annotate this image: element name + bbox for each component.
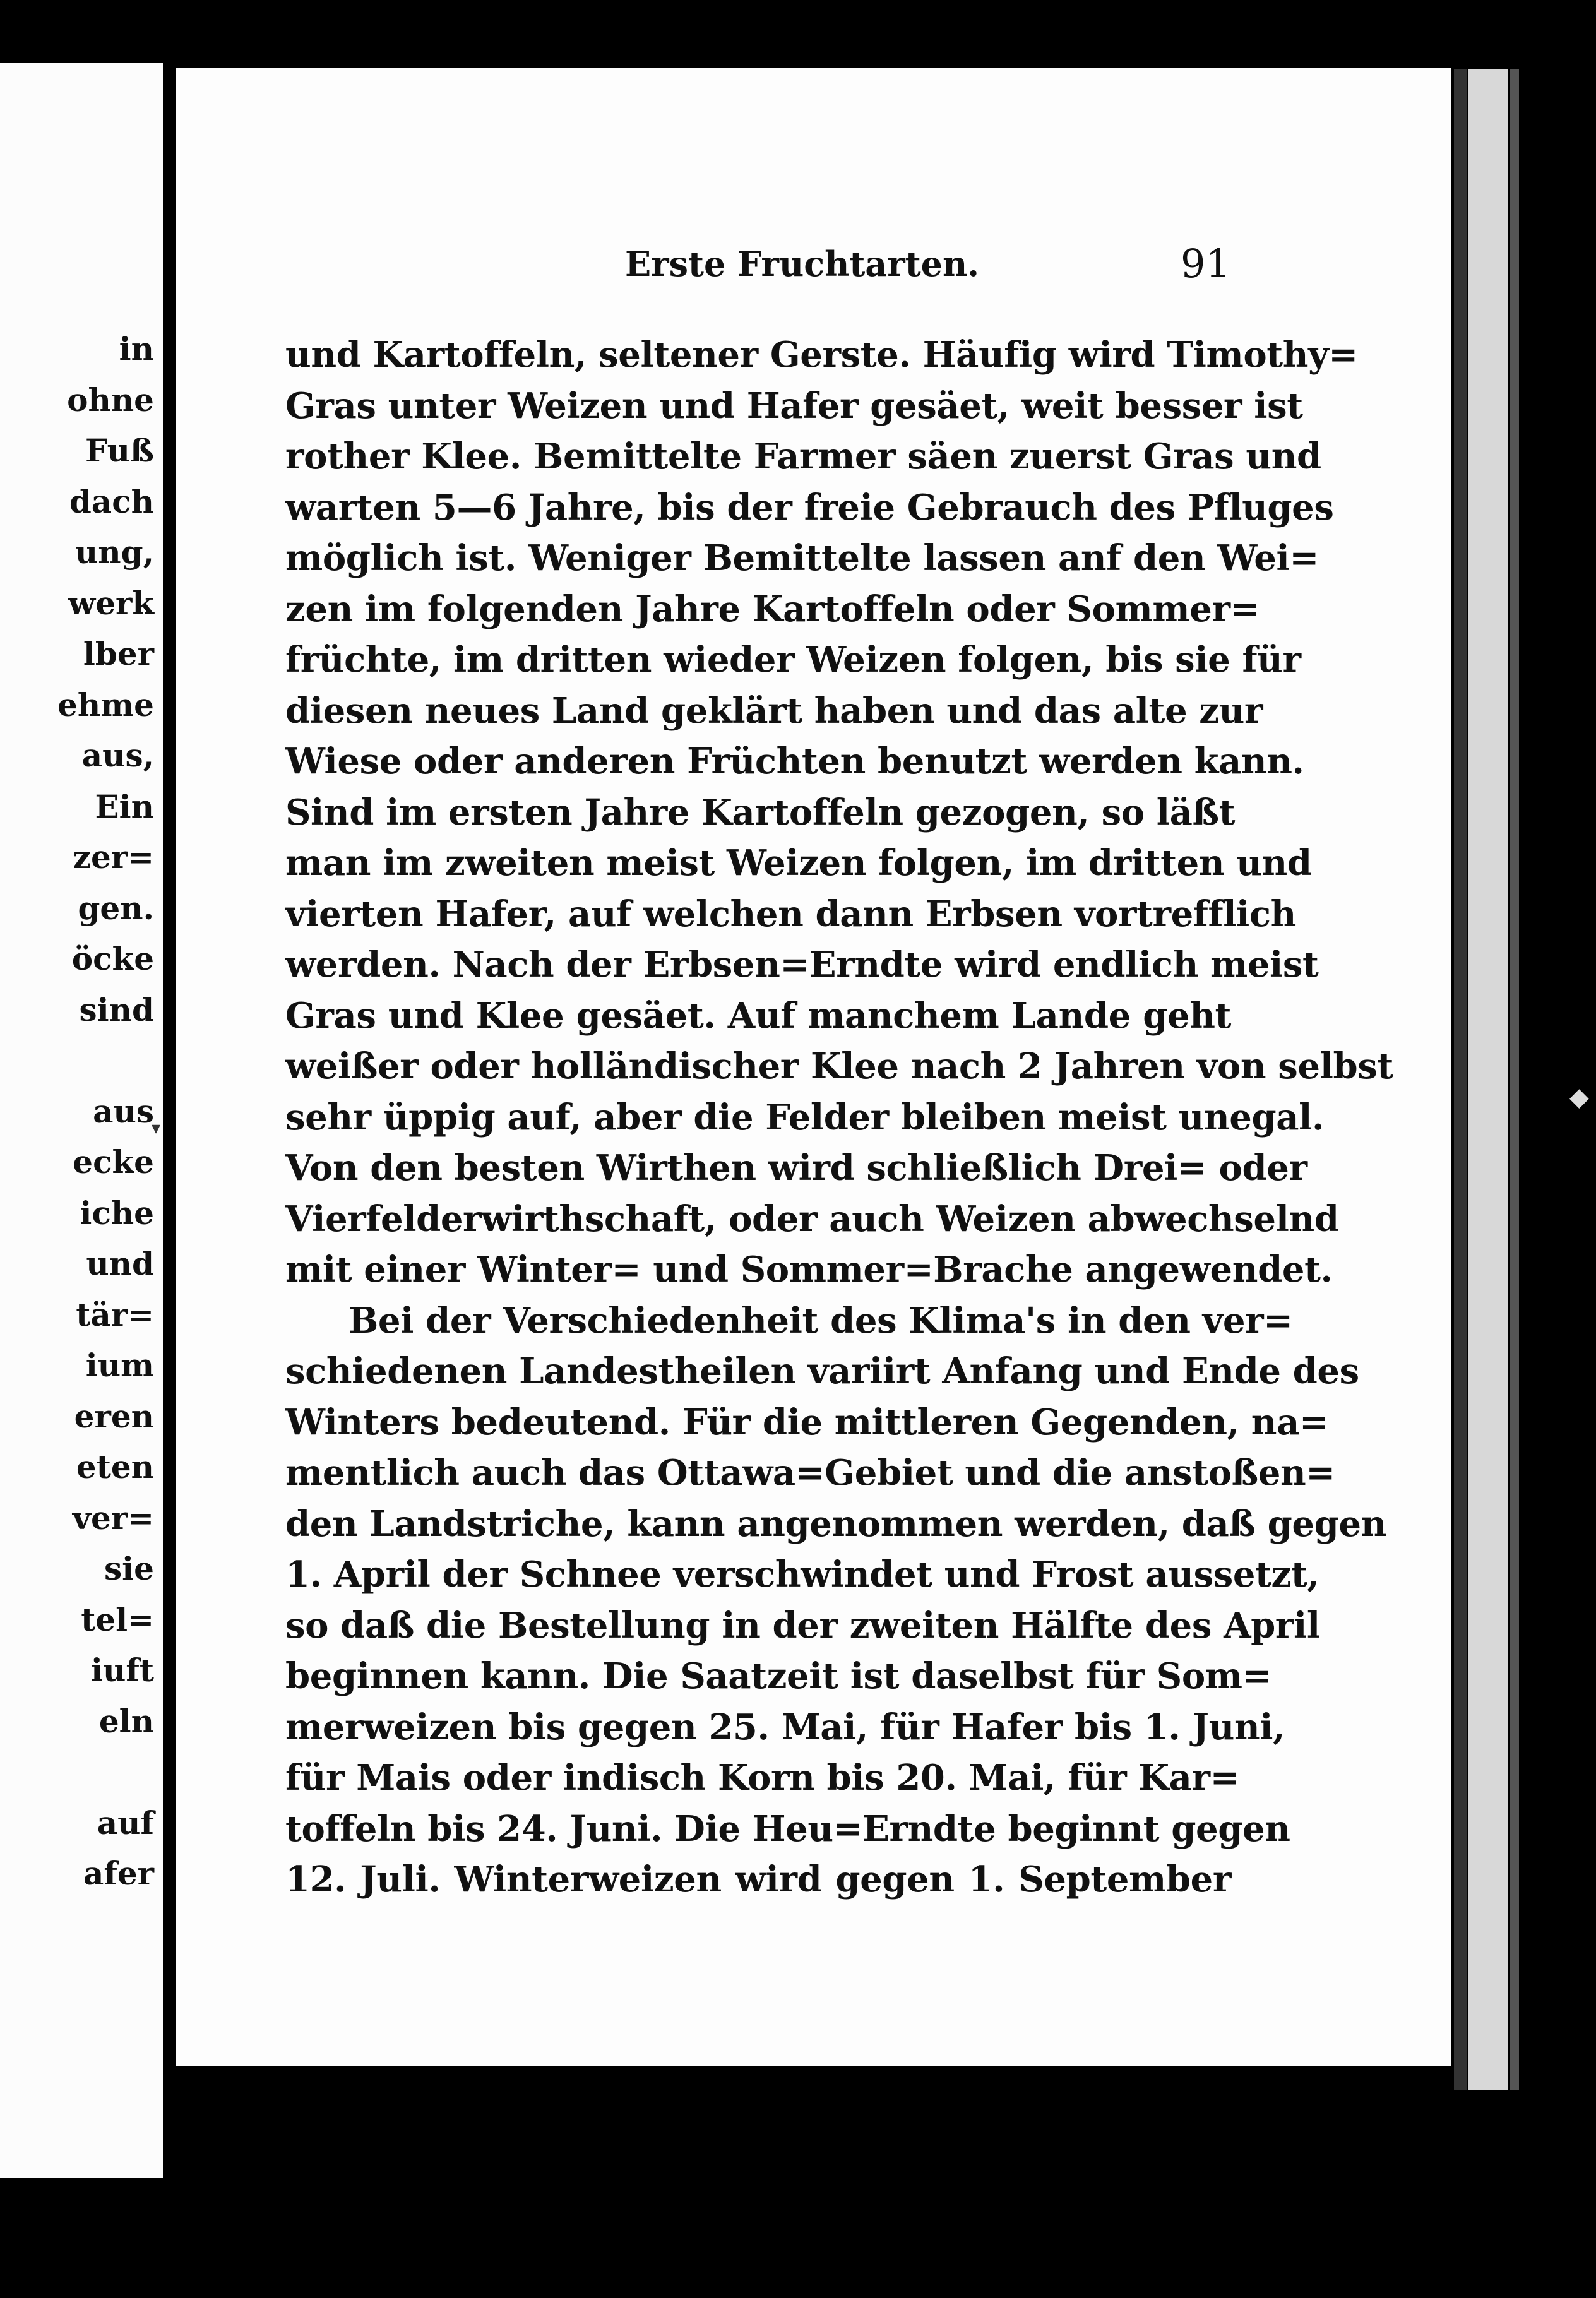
text-line: diesen neues Land geklärt haben und das alte zur	[285, 689, 1263, 732]
left-page-fragment: dach	[69, 482, 154, 520]
left-page-fragment: aus	[93, 1092, 154, 1130]
running-head: Erste Fruchtarten.	[625, 244, 980, 284]
text-line: Winters bedeutend. Für die mittleren Gegenden, na=	[285, 1401, 1329, 1443]
left-page-fragment: eln	[98, 1702, 154, 1740]
left-page-fragment: eren	[74, 1397, 154, 1435]
left-page-fragment: lber	[83, 635, 154, 672]
left-page-fragment: sind	[79, 991, 154, 1028]
text-line: 12. Juli. Winterweizen wird gegen 1. September	[285, 1859, 1231, 1900]
text-line: man im zweiten meist Weizen folgen, im dritten und	[285, 842, 1312, 884]
left-page-fragment: ver=	[72, 1499, 154, 1537]
text-line: Vierfelderwirthschaft, oder auch Weizen abwechselnd	[285, 1198, 1339, 1240]
left-page-fragment: zer=	[73, 838, 154, 876]
text-line: 1. April der Schnee verschwindet und Frost aussetzt,	[285, 1554, 1319, 1595]
left-page-fragment: ohne	[67, 381, 154, 419]
text-line: merweizen bis gegen 25. Mai, für Hafer bis 1. Juni,	[285, 1706, 1285, 1748]
left-page-fragment: Fuß	[85, 432, 154, 469]
left-page-fragment: iuft	[91, 1652, 154, 1689]
left-page-fragment: sie	[104, 1550, 154, 1587]
text-line: Wiese oder anderen Früchten benutzt werden kann.	[285, 741, 1304, 782]
text-line: weißer oder holländischer Klee nach 2 Jahren von selbst	[285, 1045, 1393, 1087]
text-line: und Kartoffeln, seltener Gerste. Häufig wird Timothy=	[285, 334, 1358, 376]
left-page-fragment: auf	[97, 1804, 154, 1842]
page-edge-dark	[1510, 69, 1519, 2090]
text-line: schiedenen Landestheilen variirt Anfang und Ende des	[285, 1350, 1359, 1392]
left-page-fragment: ecke	[73, 1143, 154, 1181]
text-line: mentlich auch das Ottawa=Gebiet und die anstoßen=	[285, 1452, 1335, 1494]
page-edge-shadow	[1454, 69, 1467, 2090]
body-text	[285, 330, 1393, 1905]
left-page-fragment: afer	[83, 1855, 154, 1892]
previous-page-edge	[0, 63, 163, 2178]
left-page-fragment: und	[86, 1245, 154, 1282]
left-page-fragment: gen.	[78, 889, 154, 927]
text-line: den Landstriche, kann angenommen werden, daß gegen	[285, 1503, 1386, 1545]
text-line: rother Klee. Bemittelte Farmer säen zuerst Gras und	[285, 436, 1321, 477]
text-line: zen im folgenden Jahre Kartoffeln oder Sommer=	[285, 588, 1260, 630]
text-line: warten 5—6 Jahre, bis der freie Gebrauch des Pfluges	[285, 486, 1334, 528]
text-line: vierten Hafer, auf welchen dann Erbsen vortrefflich	[285, 893, 1296, 935]
paragraph-start-line: Bei der Verschiedenheit des Klima's in den ver=	[348, 1299, 1293, 1342]
margin-mark: ▾	[152, 1117, 161, 1138]
left-page-fragment: iche	[80, 1194, 154, 1232]
text-line: Sind im ersten Jahre Kartoffeln gezogen, so läßt	[285, 791, 1236, 833]
left-page-fragment: in	[119, 330, 154, 367]
page-number: 91	[1181, 241, 1230, 287]
left-page-fragment: ium	[85, 1347, 154, 1384]
left-page-fragment: Ein	[95, 787, 154, 825]
text-line: mit einer Winter= und Sommer=Brache angewendet.	[285, 1249, 1333, 1290]
text-line: beginnen kann. Die Saatzeit ist daselbst für Som=	[285, 1655, 1272, 1697]
left-page-fragment: öcke	[71, 940, 154, 977]
text-line: werden. Nach der Erbsen=Erndte wird endlich meist	[285, 944, 1319, 985]
left-page-fragment: ehme	[57, 686, 154, 723]
text-line: sehr üppig auf, aber die Felder bleiben meist unegal.	[285, 1096, 1325, 1138]
left-page-fragment: werk	[68, 584, 154, 622]
text-line: Gras unter Weizen und Hafer gesäet, weit besser ist	[285, 384, 1303, 427]
text-line: toffeln bis 24. Juni. Die Heu=Erndte beginnt gegen	[285, 1807, 1290, 1850]
left-page-fragment: ung,	[74, 533, 154, 571]
left-page-fragment: aus,	[81, 737, 154, 774]
left-page-fragment: tär=	[76, 1295, 154, 1333]
margin-mark: ◆	[1569, 1083, 1589, 1112]
text-line: für Mais oder indisch Korn bis 20. Mai, für Kar=	[285, 1757, 1240, 1799]
text-line: möglich ist. Weniger Bemittelte lassen anf den Wei=	[285, 537, 1319, 579]
text-line: früchte, im dritten wieder Weizen folgen, bis sie für	[285, 639, 1301, 681]
left-page-fragment: eten	[76, 1448, 154, 1485]
page-edge-stack	[1468, 69, 1508, 2090]
text-line: so daß die Bestellung in der zweiten Hälfte des April	[285, 1604, 1320, 1646]
text-line: Von den besten Wirthen wird schließlich Drei= oder	[285, 1147, 1307, 1189]
text-line: Gras und Klee gesäet. Auf manchem Lande geht	[285, 994, 1231, 1037]
left-page-fragment: tel=	[81, 1600, 154, 1638]
